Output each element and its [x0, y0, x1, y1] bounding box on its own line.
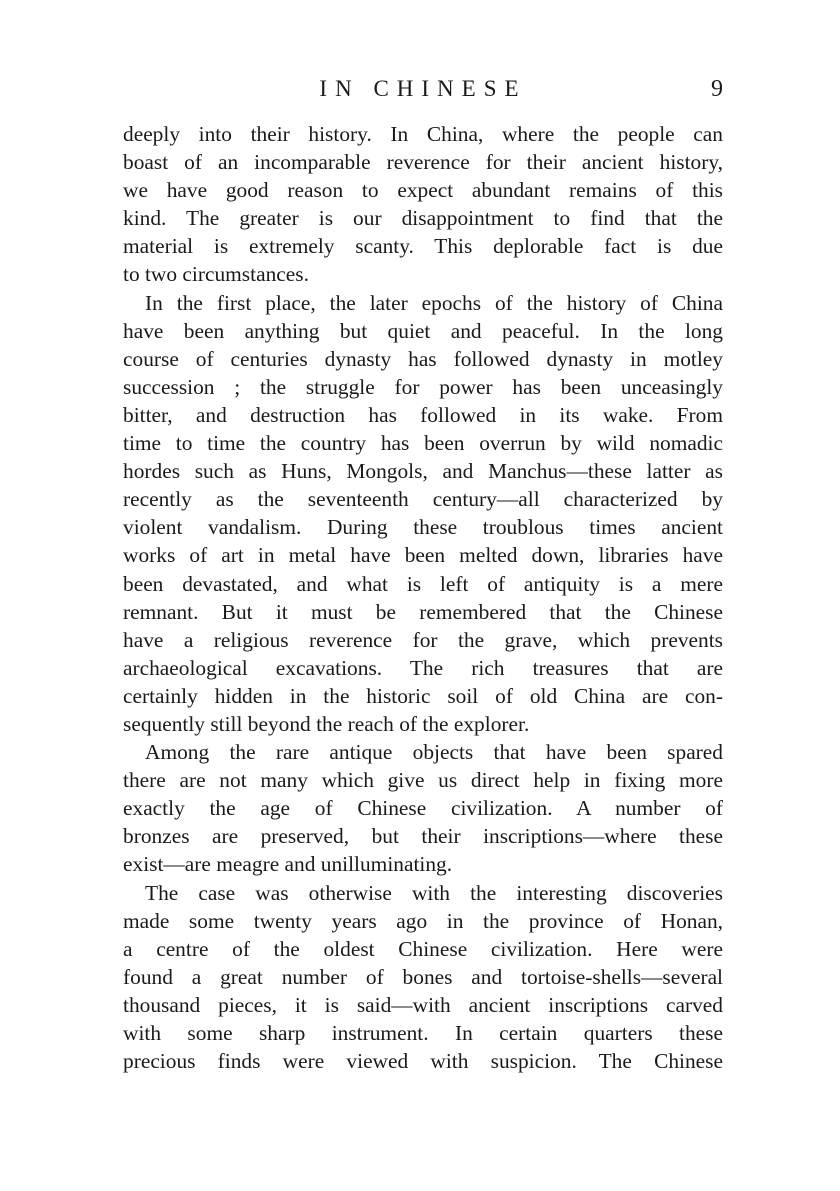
paragraph-2 — [123, 289, 723, 739]
text-line: violent vandalism. During these troublous times ancient — [123, 515, 723, 540]
text-line: material is extremely scanty. This deplorable fact is due — [123, 234, 723, 259]
text-line: found a great number of bones and tortoise-shells—several — [123, 964, 723, 989]
paragraph-4 — [123, 879, 723, 1076]
text-line: kind. The greater is our disappointment to find that the — [123, 206, 723, 231]
text-line: archaeological excavations. The rich treasures that are — [123, 655, 723, 680]
text-line: exist—are meagre and unilluminating. — [123, 852, 453, 877]
body-text — [123, 120, 723, 1075]
text-line: there are not many which give us direct help in fixing more — [123, 768, 723, 793]
text-line: hordes such as Huns, Mongols, and Manchus—these latter as — [123, 459, 723, 484]
page-number: 9 — [711, 76, 723, 102]
text-line: made some twenty years ago in the province of Honan, — [123, 908, 723, 933]
text-line: been devastated, and what is left of antiquity is a mere — [123, 571, 723, 596]
text-line: Among the rare antique objects that have been spared — [145, 740, 723, 765]
text-line: bronzes are preserved, but their inscriptions—where these — [123, 824, 723, 849]
text-line: thousand pieces, it is said—with ancient inscriptions carved — [123, 992, 723, 1017]
text-line: have a religious reverence for the grave, which prevents — [123, 627, 723, 652]
running-title: IN CHINESE — [319, 76, 527, 101]
running-head — [123, 74, 723, 108]
text-line: sequently still beyond the reach of the explorer. — [123, 711, 530, 736]
text-line: to two circumstances. — [123, 262, 309, 287]
text-line: course of centuries dynasty has followed dynasty in motley — [123, 346, 723, 371]
text-line: boast of an incomparable reverence for their ancient history, — [123, 150, 723, 175]
text-line: recently as the seventeenth century—all characterized by — [123, 487, 723, 512]
text-line: a centre of the oldest Chinese civilization. Here were — [123, 936, 723, 961]
text-line: exactly the age of Chinese civilization. A number of — [123, 796, 723, 821]
text-line: precious finds were viewed with suspicion. The Chinese — [123, 1049, 723, 1074]
text-line: bitter, and destruction has followed in its wake. From — [123, 402, 723, 427]
paragraph-1 — [123, 120, 723, 289]
text-line: succession ; the struggle for power has been unceasingly — [123, 374, 723, 399]
text-line: In the first place, the later epochs of the history of China — [145, 290, 723, 315]
text-line: have been anything but quiet and peaceful. In the long — [123, 318, 723, 343]
text-line: The case was otherwise with the interesting discoveries — [145, 880, 723, 905]
text-line: we have good reason to expect abundant remains of this — [123, 178, 723, 203]
text-line: deeply into their history. In China, where the people can — [123, 122, 723, 146]
text-line: remnant. But it must be remembered that the Chinese — [123, 599, 723, 624]
text-line: time to time the country has been overrun by wild nomadic — [123, 431, 723, 456]
text-line: with some sharp instrument. In certain quarters these — [123, 1021, 723, 1045]
paragraph-3 — [123, 738, 723, 878]
text-line: works of art in metal have been melted down, libraries have — [123, 543, 723, 568]
text-line: certainly hidden in the historic soil of old China are con- — [123, 683, 723, 708]
